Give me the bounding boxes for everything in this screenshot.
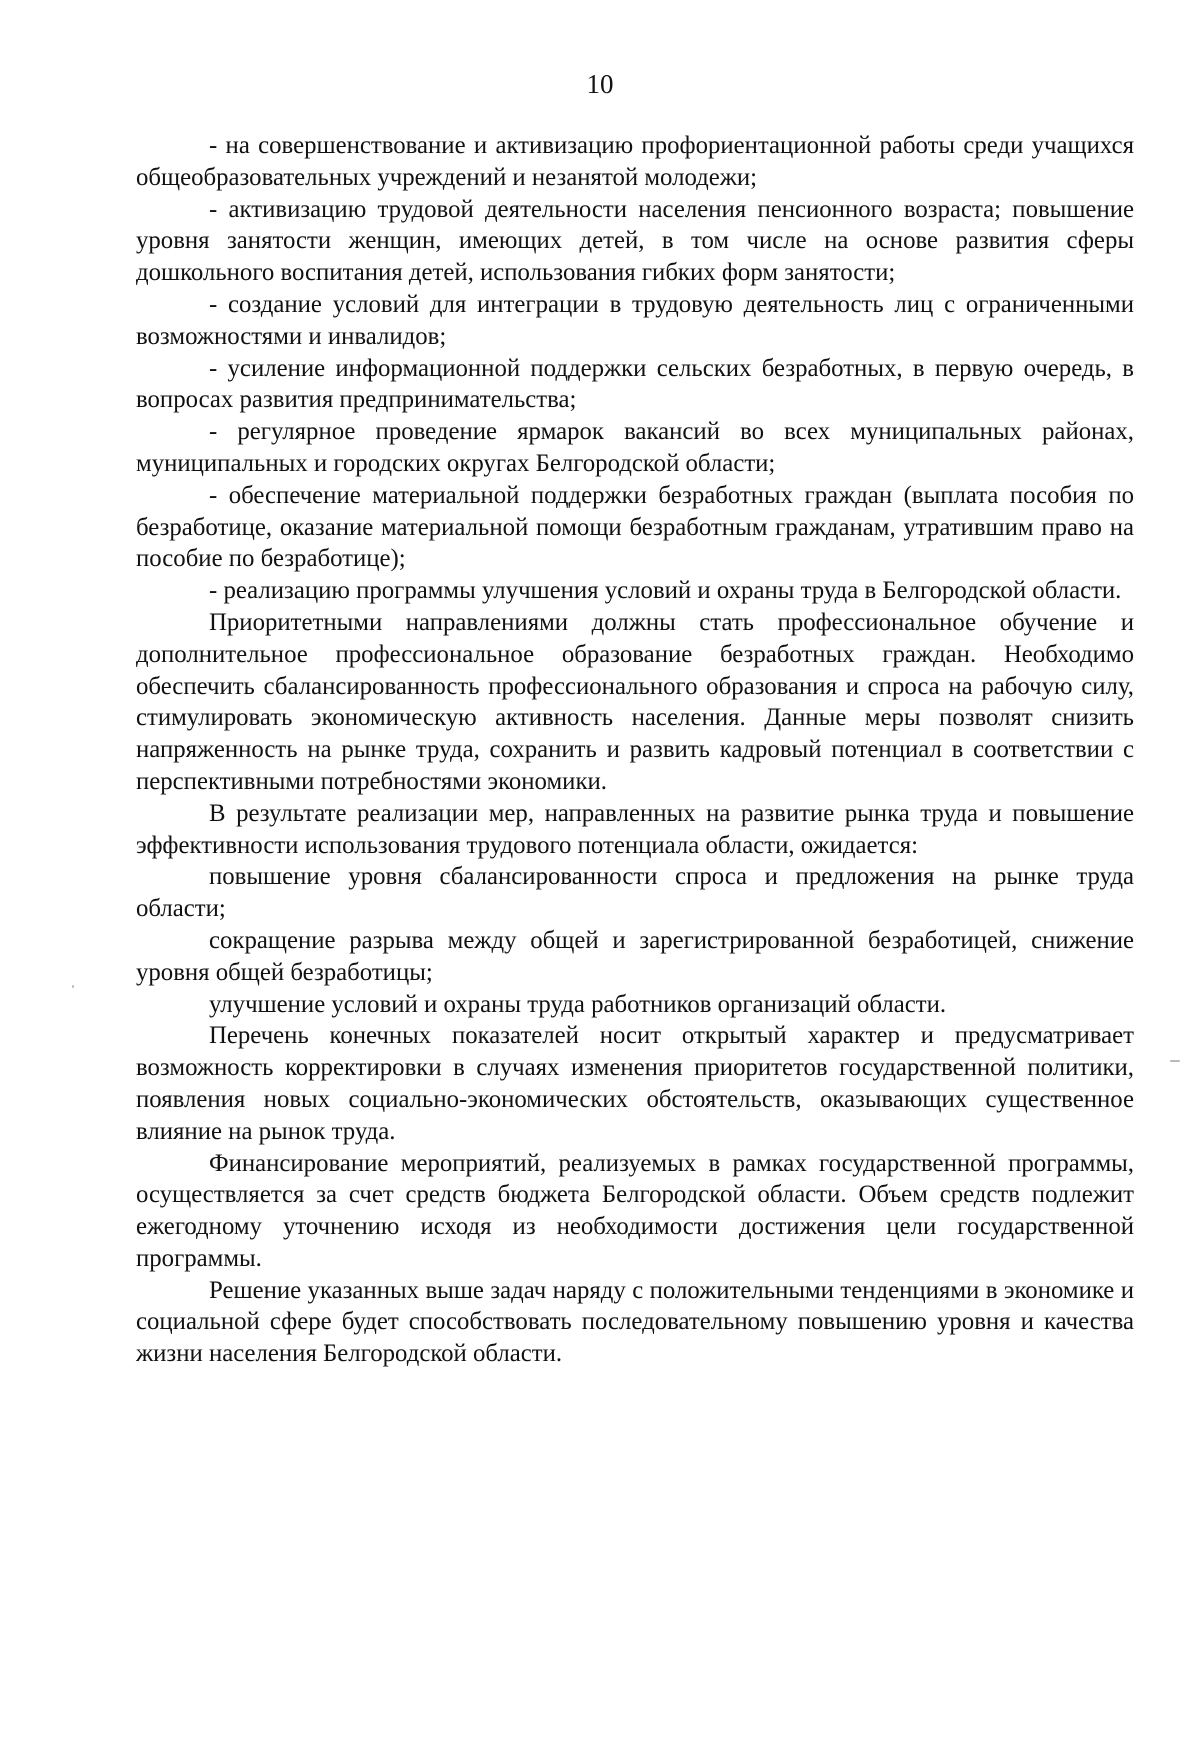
paragraph-result-balance: повышение уровня сбалансированности спроса и предложения на рынке труда области;: [136, 863, 1134, 923]
paragraph-labor-safety-program: - реализацию программы улучшения условий и охраны труда в Белгородской области.: [209, 577, 1122, 605]
paragraph-priorities: Приоритетными направлениями должны стать профессиональное обучение и дополнительное профессиональное образование безработных граждан. Необходимо обеспечить сбалансированность профессионального образования и спроса на рабочую силу, стимулировать экономическую активность населения. Данные меры позволят снизить напряженность на рынке труда, сохранить и развить кадровый потенциал в соответствии с перспективными потребностями экономики.: [136, 608, 1134, 795]
paragraph-financing: Финансирование мероприятий, реализуемых в рамках государственной программы, осуществляется за счет средств бюджета Белгородской области. Объем средств подлежит ежегодному уточнению исходя из необходимости достижения цели государственной программы.: [136, 1149, 1134, 1272]
paragraph-job-fairs: - регулярное проведение ярмарок вакансий во всех муниципальных районах, муниципальных и городских округах Белгородской области;: [136, 418, 1134, 477]
paragraph-material-support: - обеспечение материальной поддержки безработных граждан (выплата пособия по безработице, оказание материальной помощи безработным гражданам, утратившим право на пособие по безработице);: [136, 481, 1134, 573]
paragraph-result-conditions: улучшение условий и охраны труда работников организаций области.: [209, 990, 947, 1018]
scan-artifact-right: [1170, 1060, 1180, 1062]
paragraph-rural-support: - усиление информационной поддержки сельских безработных, в первую очередь, в вопросах развития предпринимательства;: [136, 354, 1134, 414]
document-body: [136, 130, 1134, 1370]
paragraph-result-unemployment: сокращение разрыва между общей и зарегистрированной безработицей, снижение уровня общей безработицы;: [136, 926, 1134, 986]
paragraph-conclusion: Решение указанных выше задач наряду с положительными тенденциями в экономике и социальной сфере будет способствовать последовательному повышению уровня и качества жизни населения Белгородской области.: [136, 1276, 1134, 1368]
paragraph-expected-results: В результате реализации мер, направленных на развитие рынка труда и повышение эффективности использования трудового потенциала области, ожидается:: [136, 799, 1134, 859]
paragraph-career-guidance: - на совершенствование и активизацию профориентационной работы среди учащихся общеобразовательных учреждений и незанятой молодежи;: [136, 132, 1134, 191]
paragraph-labor-activity: - активизацию трудовой деятельности населения пенсионного возраста; повышение уровня занятости женщин, имеющих детей, в том числе на основе развития сферы дошкольного воспитания детей, использования гибких форм занятости;: [136, 195, 1134, 287]
paragraph-integration: - создание условий для интеграции в трудовую деятельность лиц с ограниченными возможностями и инвалидов;: [136, 290, 1134, 350]
scan-artifact-left: [72, 985, 74, 988]
page-number: 10: [586, 69, 614, 99]
paragraph-indicators: Перечень конечных показателей носит открытый характер и предусматривает возможность корректировки в случаях изменения приоритетов государственной политики, появления новых социально-экономических обстоятельств, оказывающих существенное влияние на рынок труда.: [136, 1022, 1134, 1145]
